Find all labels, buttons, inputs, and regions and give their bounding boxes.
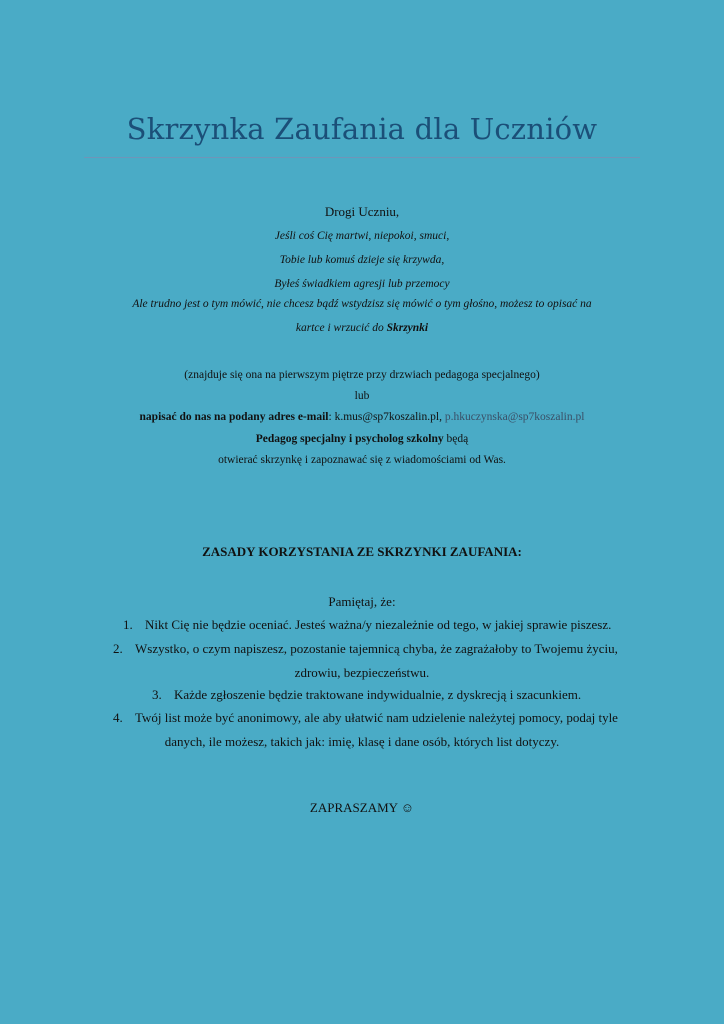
closing-text: ZAPRASZAMY ☺: [309, 800, 415, 815]
rule-number: 2.: [113, 641, 123, 656]
staff-suffix: będą: [443, 433, 469, 445]
intro-line-2: Tobie lub komuś dzieje się krzywda,: [279, 254, 445, 266]
page-title: Skrzynka Zaufania dla Uczniów: [126, 112, 598, 146]
rules-heading: ZASADY KORZYSTANIA ZE SKRZYNKI ZAUFANIA:: [202, 544, 522, 559]
contact-label: napisać do nas na podany adres e-mail: [139, 411, 329, 423]
rule-item-4-cont: danych, ile możesz, takich jak: imię, klasę i dane osób, których list dotyczy.: [164, 734, 560, 749]
intro-line-5: [0, 320, 724, 336]
rule-number: 3.: [152, 687, 162, 702]
contact-line: [0, 409, 724, 425]
rule-text: Nikt Cię nie będzie oceniać. Jesteś ważna/y niezależnie od tego, w jakiej sprawie piszesz.: [145, 617, 612, 632]
rule-text: Twój list może być anonimowy, ale aby ułatwić nam udzielenie należytej pomocy, podaj tyle: [135, 710, 618, 725]
rule-number: 1.: [123, 617, 133, 632]
rule-item-2-cont: zdrowiu, bezpieczeństwu.: [294, 665, 430, 680]
intro-line-4: Ale trudno jest o tym mówić, nie chcesz bądź wstydzisz się mówić o tym głośno, możesz to opisać na: [132, 298, 592, 310]
staff-line-1: [0, 431, 724, 447]
rule-text: Wszystko, o czym napiszesz, pozostanie tajemnicą chyba, że zagrażałoby to Twojemu życiu,: [135, 641, 618, 656]
rule-text: Każde zgłoszenie będzie traktowane indywidualnie, z dyskrecją i szacunkiem.: [174, 687, 582, 702]
intro-line-3: Byłeś świadkiem agresji lub przemocy: [274, 278, 450, 290]
rule-item-2: [113, 641, 618, 657]
intro-line-1: Jeśli coś Cię martwi, niepokoi, smuci,: [274, 230, 450, 242]
greeting: Drogi Uczniu,: [324, 204, 400, 219]
email-link-2[interactable]: p.hkuczynska@sp7koszalin.pl: [444, 411, 585, 423]
or-word: lub: [354, 390, 370, 402]
rule-number: 4.: [113, 710, 123, 725]
rule-item-1: [123, 617, 611, 633]
email-comma: ,: [439, 411, 445, 423]
title-divider: [84, 157, 640, 158]
contact-separator: :: [328, 411, 335, 423]
rule-item-3: [152, 687, 581, 703]
staff-label: Pedagog specjalny i psycholog szkolny: [255, 433, 444, 445]
intro-line-5-text: kartce i wrzucić do: [295, 322, 387, 334]
rule-item-4: [113, 710, 618, 726]
email-link-1[interactable]: k.mus@sp7koszalin.pl: [334, 411, 440, 423]
box-name: Skrzynki: [386, 322, 429, 334]
location-note: (znajduje się ona na pierwszym piętrze przy drzwiach pedagoga specjalnego): [184, 369, 540, 381]
remember-label: Pamiętaj, że:: [328, 594, 396, 609]
staff-line-2: otwierać skrzynkę i zapoznawać się z wiadomościami od Was.: [218, 454, 506, 466]
